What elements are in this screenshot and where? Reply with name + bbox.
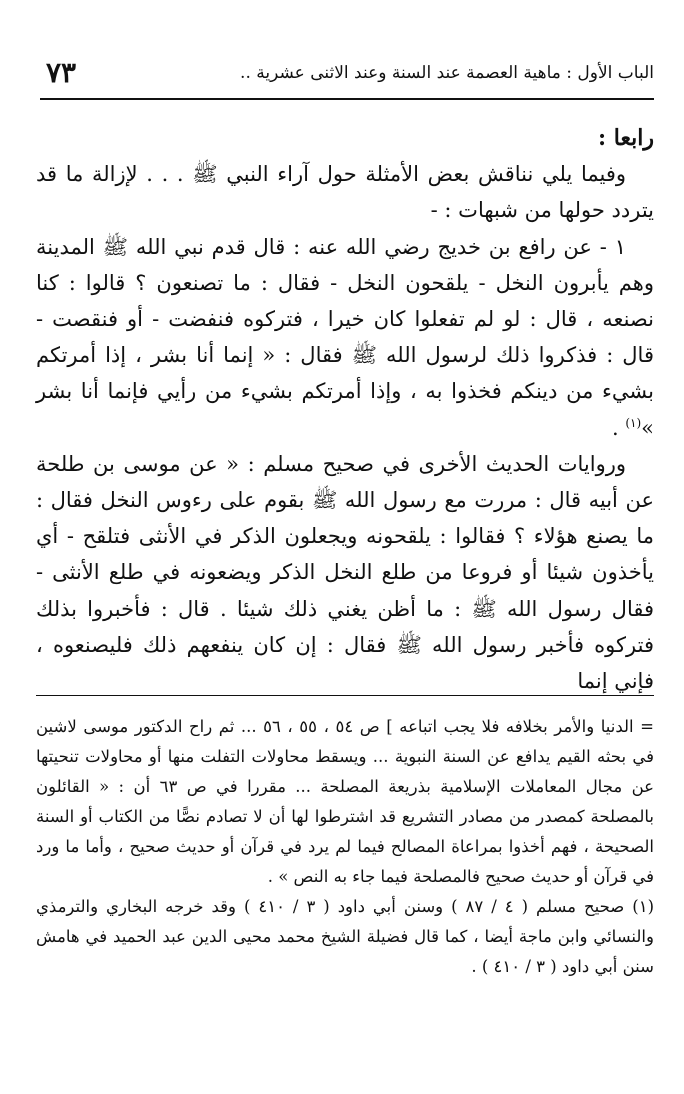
- footnotes: [36, 712, 654, 982]
- footnote-separator: [36, 695, 654, 696]
- narrations-paragraph: وروايات الحديث الأخرى في صحيح مسلم : « عن موسى بن طلحة عن أبيه قال : مررت مع رسول الله ﷺ بقوم على رءوس النخل فقال : ما يصنع هؤلاء ؟ فقالوا : يلقحونه ويجعلون الذكر في الأنثى فتلقح - أي يأخذون شيئا أو فروعا من طلع النخل الذكر ويضعونه في طلع الأنثى - فقال رسول الله ﷺ : ما أظن يغني ذلك شيئا . قال : فأخبروا بذلك فتركوه فأخبر رسول الله ﷺ فقال : إن كان ينفعهم ذلك فليصنعوه ، فإني إنما: [36, 451, 654, 694]
- section-heading: رابعا :: [598, 125, 654, 151]
- example-one-paragraph: [36, 229, 654, 446]
- running-title: الباب الأول : ماهية العصمة عند السنة وعند الاثنى عشرية ..: [240, 63, 654, 83]
- footnote-one-text: صحيح مسلم ( ٤ / ٨٧ ) وسنن أبي داود ( ٣ / ٤١٠ ) وقد خرجه البخاري والترمذي والنسائي وابن ماجة أيضا ، كما قال فضيلة الشيخ محمد محيى الدين عبد الحميد في هامش سنن أبي داود ( ٣ / ٤١٠ ) .: [36, 897, 654, 976]
- footnote-one-marker: (١): [632, 897, 654, 916]
- main-text: [36, 120, 654, 699]
- example-one-end: .: [611, 415, 626, 440]
- footnote-reference: (١): [625, 415, 642, 430]
- header-rule: [40, 98, 654, 100]
- page-number: ٧٣: [46, 56, 77, 89]
- footnote-one: [36, 892, 654, 982]
- example-one-text: ١ - عن رافع بن خديج رضي الله عنه : قال قدم نبي الله ﷺ المدينة وهم يأبرون النخل - يلقحون النخل - فقال : ما تصنعون ؟ قالوا : كنا نصنعه ، قال : لو لم تفعلوا كان خيرا ، فتركوه فنفضت - أو فنقصت - قال : فذكروا ذلك لرسول الله ﷺ فقال : « إنما أنا بشر ، إذا أمرتكم بشيء من دينكم فخذوا به ، وإذا أمرتكم بشيء من رأيي فإنما أنا بشر »: [36, 234, 654, 440]
- page-header: [40, 56, 654, 96]
- intro-paragraph: وفيما يلي نناقش بعض الأمثلة حول آراء النبي ﷺ . . . لإزالة ما قد يتردد حولها من شبهات : -: [36, 162, 654, 223]
- footnote-continuation: = الدنيا والأمر بخلافه فلا يجب اتباعه ] ص ٥٤ ، ٥٥ ، ٥٦ ... ثم راح الدكتور موسى لاشين في بحثه القيم يدافع عن السنة النبوية ... ويسقط محاولات التفلت منها أو محاولات تنحيتها عن مجال المعاملات الإسلامية بذريعة المصلحة ... مقررا في ص ٦٣ أن : « القائلون بالمصلحة كمصدر من مصادر التشريع قد اشترطوا لها أن لا تصادم نصًّا من الكتاب أو السنة الصحيحة ، فهم أخذوا بمراعاة المصالح فيما لم يرد في قرآن أو حديث صحيح ، وأما ما ورد في قرآن أو حديث صحيح فالمصلحة فيما جاء به النص » .: [36, 717, 654, 886]
